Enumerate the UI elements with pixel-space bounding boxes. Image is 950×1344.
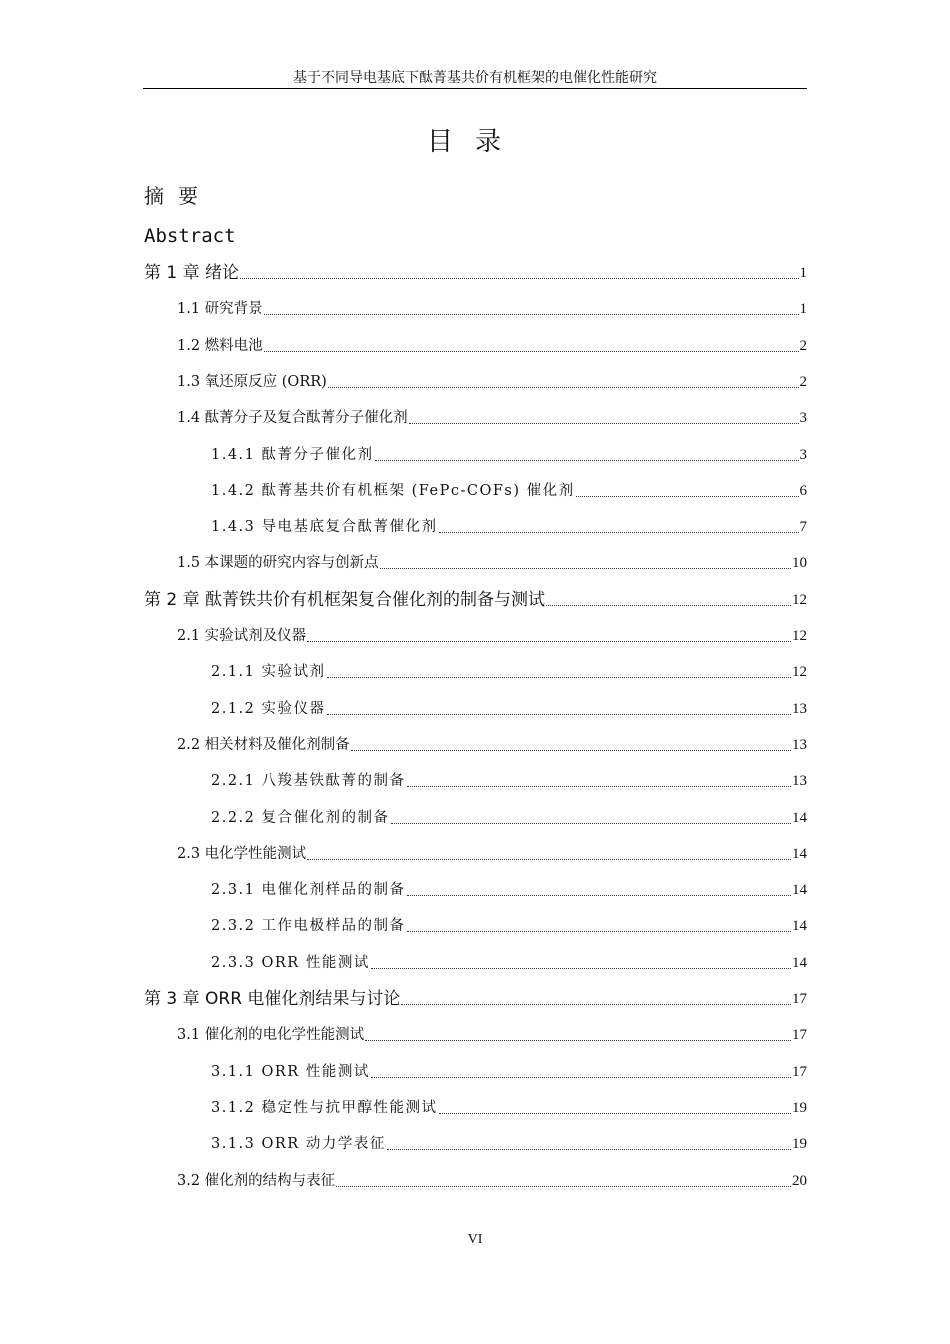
- toc-leader-dots: [576, 496, 799, 497]
- toc-entry[interactable]: [0, 661, 807, 683]
- toc-leader-dots: [240, 278, 798, 279]
- toc-entry[interactable]: [0, 444, 807, 466]
- toc-title: 目录: [426, 127, 523, 157]
- toc-leader-dots: [327, 677, 791, 678]
- toc-entry-label: 2.1 实验试剂及仪器: [177, 628, 307, 644]
- toc-leader-dots: [391, 823, 791, 824]
- toc-entry-page: 13: [792, 700, 807, 717]
- toc-entry-page: 20: [792, 1172, 807, 1189]
- toc-leader-dots: [327, 714, 791, 715]
- toc-entry-label: 1.5 本课题的研究内容与创新点: [177, 555, 379, 572]
- toc-leader-dots: [264, 351, 799, 352]
- toc-entry-label: 2.1.1 实验试剂: [211, 664, 326, 681]
- toc-entry[interactable]: [0, 1061, 807, 1083]
- toc-entry-page: 12: [792, 628, 807, 644]
- toc-entry-label: 第 1 章 绪论: [144, 263, 240, 283]
- toc-leader-dots: [351, 750, 791, 751]
- toc-entry-label: 1.4.1 酞菁分子催化剂: [211, 446, 374, 463]
- toc-leader-dots: [371, 1077, 791, 1078]
- toc-entry-label: 1.3 氧还原反应 (ORR): [177, 373, 327, 390]
- toc-entry-label: 2.3.2 工作电极样品的制备: [211, 918, 406, 935]
- toc-entry[interactable]: [0, 698, 807, 720]
- toc-entry-page: 14: [792, 882, 807, 899]
- toc-entry-label: 2.3.3 ORR 性能测试: [211, 954, 370, 971]
- toc-entry[interactable]: [0, 734, 807, 756]
- toc-entry-page: 17: [792, 1027, 807, 1044]
- toc-entry-label: 2.2.2 复合催化剂的制备: [211, 809, 390, 826]
- toc-leader-dots: [336, 1186, 791, 1187]
- toc-entry-page: 2: [799, 373, 807, 390]
- toc-entry[interactable]: [0, 625, 807, 647]
- toc-entry[interactable]: [0, 807, 807, 829]
- toc-entry-page: 3: [799, 446, 807, 463]
- toc-leader-dots: [387, 1149, 791, 1150]
- toc-entry-page: 1: [799, 301, 807, 318]
- toc-entry-label: 1.4 酞菁分子及复合酞菁分子催化剂: [177, 410, 408, 427]
- toc-entry[interactable]: [0, 843, 807, 865]
- toc-entry-page: 13: [792, 736, 807, 753]
- toc-entry-label: 第 3 章 ORR 电催化剂结果与讨论: [144, 989, 401, 1009]
- toc-entry-page: 12: [792, 664, 807, 681]
- toc-entry-page: 17: [792, 991, 807, 1007]
- toc-entry-label: 2.3.1 电催化剂样品的制备: [211, 882, 406, 899]
- toc-entry-page: 1: [799, 265, 807, 281]
- toc-entry-label: 1.2 燃料电池: [177, 337, 263, 354]
- toc-entry-page: 17: [792, 1063, 807, 1080]
- toc-entry-page: 3: [799, 410, 807, 427]
- toc-abstract-en[interactable]: Abstract: [144, 225, 236, 247]
- toc-entry[interactable]: [0, 298, 807, 320]
- toc-entry-page: 12: [792, 591, 807, 608]
- toc-entry[interactable]: [0, 262, 807, 284]
- toc-leader-dots: [328, 387, 799, 388]
- toc-entry-page: 14: [792, 954, 807, 971]
- toc-entry-page: 13: [792, 773, 807, 790]
- toc-leader-dots: [375, 460, 799, 461]
- toc-leader-dots: [407, 786, 791, 787]
- toc-leader-dots: [439, 1113, 791, 1114]
- toc-entry-label: 3.1.3 ORR 动力学表征: [211, 1136, 386, 1153]
- toc-entry[interactable]: [0, 480, 807, 502]
- toc-entry-page: 10: [792, 555, 807, 572]
- toc-leader-dots: [371, 968, 791, 969]
- toc-entry[interactable]: [0, 770, 807, 792]
- toc-leader-dots: [546, 605, 791, 606]
- toc-entry[interactable]: [0, 1133, 807, 1155]
- toc-entry-label: 1.4.3 导电基底复合酞菁催化剂: [211, 519, 438, 536]
- toc-leader-dots: [407, 931, 791, 932]
- toc-entry-page: 2: [799, 337, 807, 354]
- toc-entry[interactable]: [0, 589, 807, 611]
- toc-leader-dots: [401, 1004, 791, 1005]
- toc-entry[interactable]: [0, 335, 807, 357]
- toc-leader-dots: [307, 859, 791, 860]
- toc-entry-page: 14: [792, 845, 807, 862]
- toc-entry-label: 2.2.1 八羧基铁酞菁的制备: [211, 773, 406, 790]
- toc-entry-page: 19: [792, 1099, 807, 1116]
- toc-entry-label: 3.2 催化剂的结构与表征: [177, 1172, 336, 1189]
- toc-entry[interactable]: [0, 915, 807, 937]
- toc-entry[interactable]: [0, 407, 807, 429]
- toc-entry[interactable]: [0, 952, 807, 974]
- toc-abstract-cn[interactable]: 摘要: [144, 184, 212, 208]
- running-header: 基于不同导电基底下酞菁基共价有机框架的电催化性能研究: [293, 70, 657, 86]
- header-rule: [143, 88, 807, 89]
- toc-entry-label: 1.4.2 酞菁基共价有机框架 (FePc-COFs) 催化剂: [211, 482, 575, 499]
- toc-entry[interactable]: [0, 552, 807, 574]
- toc-entry-label: 3.1.1 ORR 性能测试: [211, 1063, 370, 1080]
- toc-entry[interactable]: [0, 371, 807, 393]
- toc-entry-label: 2.2 相关材料及催化剂制备: [177, 736, 350, 753]
- toc-entry[interactable]: [0, 879, 807, 901]
- toc-entry-label: 3.1 催化剂的电化学性能测试: [177, 1027, 365, 1044]
- toc-entry[interactable]: [0, 1097, 807, 1119]
- toc-entry[interactable]: [0, 516, 807, 538]
- page-number: VI: [467, 1232, 483, 1247]
- toc-entry[interactable]: [0, 1024, 807, 1046]
- toc-entry[interactable]: [0, 988, 807, 1010]
- toc-leader-dots: [365, 1040, 791, 1041]
- toc-leader-dots: [439, 532, 799, 533]
- toc-entry-label: 2.3 电化学性能测试: [177, 845, 307, 862]
- toc-leader-dots: [307, 641, 791, 642]
- toc-entry-label: 第 2 章 酞菁铁共价有机框架复合催化剂的制备与测试: [144, 589, 546, 610]
- toc-leader-dots: [409, 423, 799, 424]
- toc-leader-dots: [264, 314, 799, 315]
- toc-entry-label: 1.1 研究背景: [177, 301, 263, 318]
- toc-entry-page: 14: [792, 918, 807, 935]
- toc-entry-label: 3.1.2 稳定性与抗甲醇性能测试: [211, 1099, 438, 1116]
- toc-leader-dots: [407, 895, 791, 896]
- toc-entry-page: 14: [792, 809, 807, 826]
- toc-entry-page: 6: [799, 482, 807, 499]
- toc-entry[interactable]: [0, 1170, 807, 1192]
- toc-leader-dots: [380, 568, 791, 569]
- toc-entry-page: 19: [792, 1136, 807, 1153]
- toc-entry-page: 7: [799, 519, 807, 536]
- toc-entry-label: 2.1.2 实验仪器: [211, 700, 326, 717]
